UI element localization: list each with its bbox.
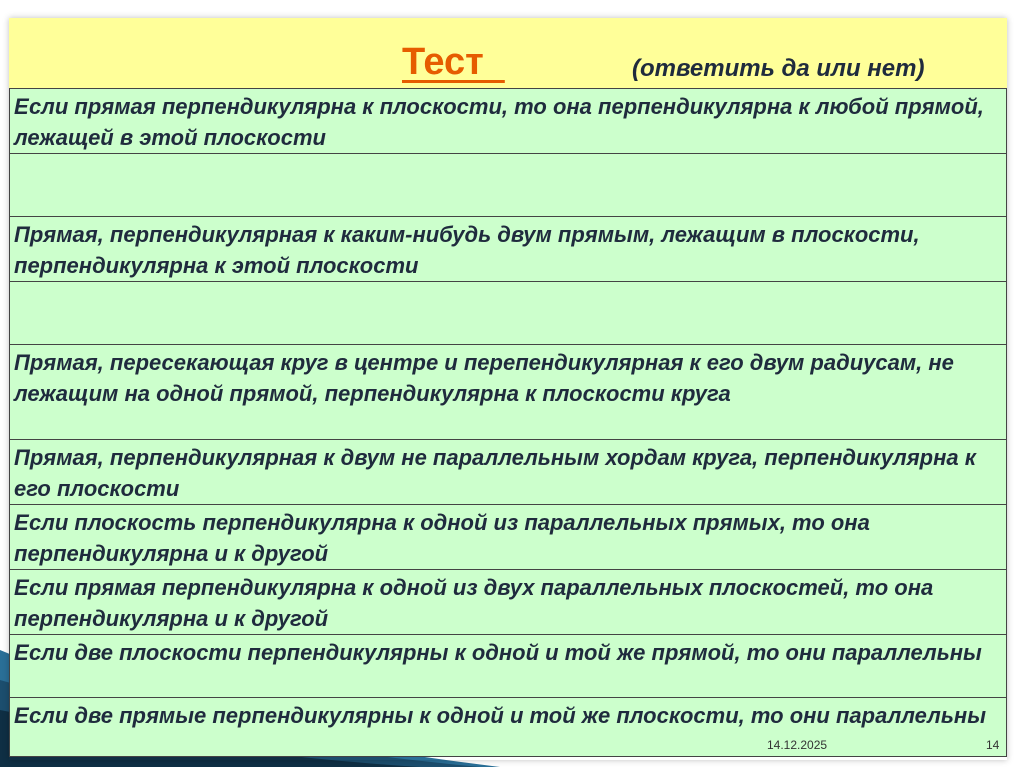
statement-cell: Прямая, пересекающая круг в центре и перепендикулярная к его двум радиусам, не лежащим на одной прямой, перпендикулярна к плоскости круга — [10, 345, 1007, 440]
statement-cell: Если две прямые перпендикулярны к одной и той же плоскости, то они параллельны — [10, 698, 1007, 757]
table-row — [10, 282, 1007, 345]
statement-cell — [10, 282, 1007, 345]
table-row — [10, 345, 1007, 440]
statement-cell — [10, 154, 1007, 217]
table-row — [10, 217, 1007, 282]
statement-cell: Если прямая перпендикулярна к плоскости, то она перпендикулярна к любой прямой, лежащей в этой плоскости — [10, 89, 1007, 154]
statement-cell: Прямая, перпендикулярная к каким-нибудь двум прямым, лежащим в плоскости, перпендикулярна к этой плоскости — [10, 217, 1007, 282]
table-row — [10, 440, 1007, 505]
table-row — [10, 698, 1007, 757]
test-table — [9, 88, 1007, 757]
statement-cell: Если прямая перпендикулярна к одной из двух параллельных плоскостей, то она перпендикулярна и к другой — [10, 570, 1007, 635]
table-row — [10, 570, 1007, 635]
table-row — [10, 154, 1007, 217]
statement-cell: Если плоскость перпендикулярна к одной из параллельных прямых, то она перпендикулярна и к другой — [10, 505, 1007, 570]
footer-date: 14.12.2025 — [767, 738, 828, 752]
table-row — [10, 505, 1007, 570]
statement-cell: Если две плоскости перпендикулярны к одной и той же прямой, то они параллельны — [10, 635, 1007, 698]
statement-cell: Прямая, перпендикулярная к двум не параллельным хордам круга, перпендикулярна к его плоскости — [10, 440, 1007, 505]
table-row — [10, 89, 1007, 154]
slide-title: Тест — [402, 41, 505, 83]
table-row — [10, 635, 1007, 698]
slide-subtitle: (ответить да или нет) — [632, 55, 925, 82]
page-number: 14 — [986, 738, 1000, 752]
